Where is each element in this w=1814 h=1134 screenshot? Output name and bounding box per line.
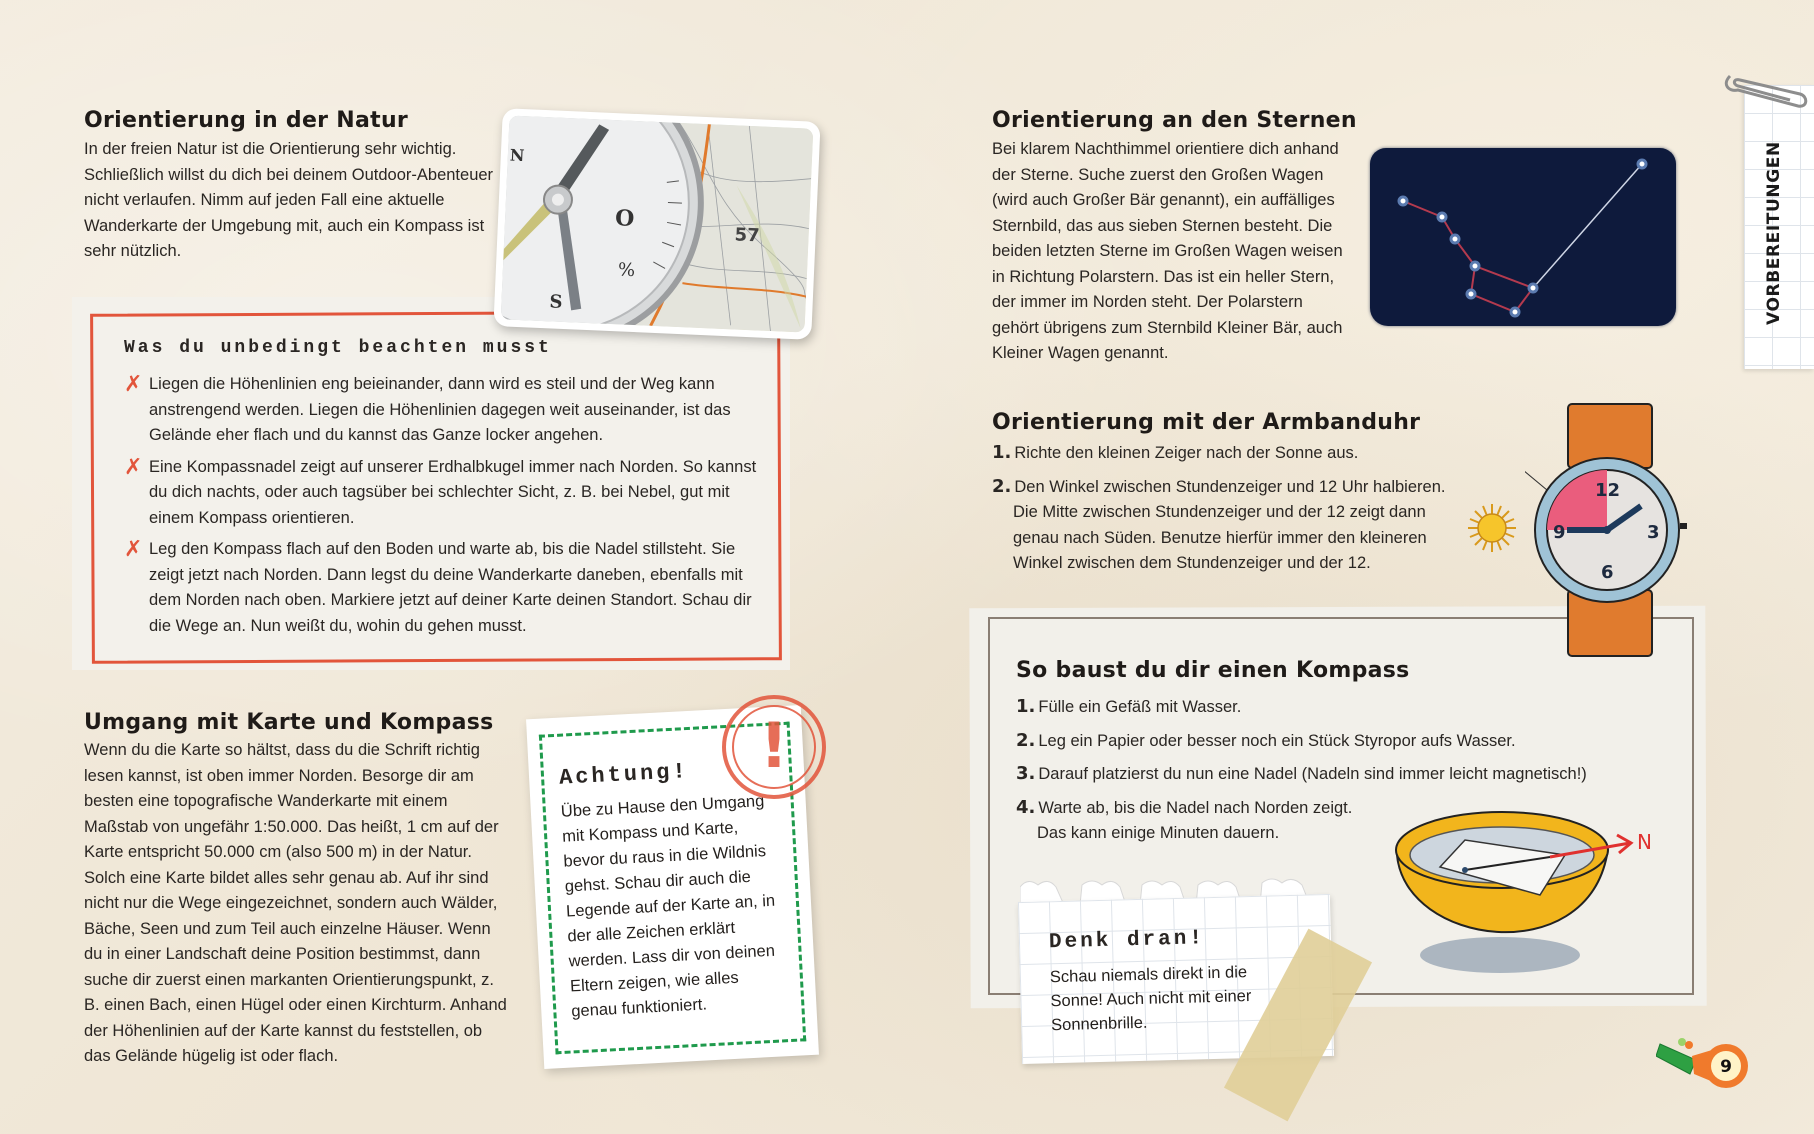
denk-dran-title: Denk dran! bbox=[1048, 927, 1206, 955]
info-item-text: Liegen die Höhenlinien eng beieinander, dann wird es steil und der Weg kann anstrengend werden. Liegen die Höhenlinien dagegen weit auseinander, ist das Gelände eher flach und du kannst das Ganze locker angehen. bbox=[149, 375, 731, 444]
heading-natur: Orientierung in der Natur bbox=[84, 108, 409, 133]
achtung-title: Achtung! bbox=[558, 759, 690, 791]
svg-text:N: N bbox=[509, 145, 525, 166]
info-item bbox=[124, 372, 764, 449]
info-title: Was du unbedingt beachten musst bbox=[124, 338, 552, 358]
chapter-tab-label: VORBEREITUNGEN bbox=[1764, 141, 1784, 325]
svg-text:12: 12 bbox=[1595, 480, 1621, 501]
watch-step: 1. Richte den kleinen Zeiger nach der Sonne aus. bbox=[992, 442, 1359, 463]
watch-step: 2. Den Winkel zwischen Stundenzeiger und 12 Uhr halbieren. Die Mitte zwischen Stundenzeiger und der 12 zeigt dann genau nach Süden. Benutze hierfür immer den kleineren Winkel zwischen dem Stundenzeiger und der 12. bbox=[992, 475, 1446, 572]
svg-text:6: 6 bbox=[1601, 562, 1614, 583]
info-item bbox=[124, 537, 764, 639]
build-step: 1. Fülle ein Gefäß mit Wasser. bbox=[1016, 696, 1242, 717]
page-number: 9 bbox=[1720, 1057, 1732, 1077]
compass-map-photo bbox=[493, 108, 820, 340]
sun-icon bbox=[1466, 502, 1518, 554]
flashlight-page-icon bbox=[1656, 1030, 1756, 1090]
text-umgang: Wenn du die Karte so hältst, dass du die Schrift richtig lesen kannst, ist oben immer Norden. Besorge dir am besten eine topografische Wanderkarte mit einem Maßstab von ungefähr 1:50.000. Das heißt, 1 cm auf der Karte entspricht 50.000 cm (also 500 m) in der Natur. Solch eine Karte bildet alles sehr genau ab. Auf ihr sind nicht nur die Wege eingezeichnet, sondern auch Wälder, Bäche, Seen und zum Teil auch einzelne Häuser. Wenn du in einer Landschaft deine Position bestimmst, dann suche dir zuerst einen markanten Orientierungspunkt, z. B. einen Bach, einen Hügel oder einen Kirchturm. Anhand der Höhenlinien auf der Karte kannst du feststellen, ob das Gelände hügelig ist oder flach. bbox=[84, 741, 507, 1065]
build-step: 4. Warte ab, bis die Nadel nach Norden zeigt. Das kann einige Minuten dauern. bbox=[1016, 796, 1353, 842]
exclamation-stamp-icon: ! bbox=[722, 695, 826, 799]
heading-umgang: Umgang mit Karte und Kompass bbox=[84, 710, 494, 735]
build-step: 2. Leg ein Papier oder besser noch ein Stück Styropor aufs Wasser. bbox=[1016, 729, 1516, 751]
svg-text:N: N bbox=[1637, 830, 1652, 854]
heading-sterne: Orientierung an den Sternen bbox=[992, 108, 1357, 133]
info-list bbox=[124, 372, 764, 645]
info-item-text: Eine Kompassnadel zeigt auf unserer Erdhalbkugel immer nach Norden. So kannst du dich nachts, oder auch tagsüber bei schlechter Sicht, z. B. bei Nebel, gut mit einem Kompass orientieren. bbox=[149, 457, 757, 527]
big-dipper-star-chart bbox=[1370, 148, 1676, 326]
compass-on-map-image bbox=[501, 115, 814, 332]
bowl-compass-illustration bbox=[1385, 795, 1675, 985]
heading-kompass-bauen: So baust du dir einen Kompass bbox=[1016, 658, 1410, 683]
x-mark-icon: ✗ bbox=[124, 372, 143, 397]
info-item bbox=[124, 455, 764, 532]
heading-armbanduhr: Orientierung mit der Armbanduhr bbox=[992, 410, 1421, 435]
text-sterne: Bei klarem Nachthimmel orientiere dich anhand der Sterne. Suche zuerst den Großen Wagen (wird auch Großer Bär genannt), ein auffälliges Sternbild, das aus sieben Sternen besteht. Die beiden letzten Sterne im Großen Wagen weisen in Richtung Polarstern. Das ist ein heller Stern, der immer im Norden steht. Der Polarstern gehört übrigens zum Sternbild Kleiner Bär, auch Kleiner Wagen genannt. bbox=[992, 140, 1343, 362]
build-step: 3. Darauf platzierst du nun eine Nadel (Nadeln sind immer leicht magnetisch!) bbox=[1016, 763, 1587, 784]
map-number-label: 57 bbox=[734, 224, 761, 247]
info-item-text: Leg den Kompass flach auf den Boden und warte ab, bis die Nadel stillsteht. Sie zeigt jetzt nach Norden. Dann legst du deine Wanderkarte daneben, ebenfalls mit dem Norden nach oben. Markiere jetzt auf deiner Karte deinen Standort. Schau dir die Wege an. Nun weißt du, wohin du gehen musst. bbox=[149, 540, 752, 635]
wristwatch-illustration bbox=[1525, 400, 1695, 660]
constellation-illustration bbox=[1370, 148, 1676, 326]
watch-steps bbox=[992, 440, 1462, 584]
svg-text:S: S bbox=[549, 291, 563, 313]
svg-text:O: O bbox=[614, 205, 635, 232]
denk-dran-text: Schau niemals direkt in die Sonne! Auch nicht mit einer Sonnenbrille. bbox=[1049, 963, 1252, 1035]
text-natur: In der freien Natur ist die Orientierung sehr wichtig. Schließlich willst du dich bei deinem Outdoor-Abenteuer nicht verlaufen. Nimm auf jeden Fall eine aktuelle Wanderkarte der Umgebung mit, auch ein Kompass ist sehr nützlich. bbox=[84, 140, 494, 260]
x-mark-icon: ✗ bbox=[124, 537, 143, 562]
chapter-tab bbox=[1744, 85, 1814, 369]
achtung-text: Übe zu Hause den Umgang mit Kompass und Karte, bevor du raus in die Wildnis gehst. Schau dir auch die Legende auf der Karte an, in der alle Zeichen erklärt werden. Lass dir von deinen Eltern zeigen, wie alles genau funktioniert. bbox=[560, 792, 776, 1021]
svg-text:%: % bbox=[617, 259, 636, 282]
x-mark-icon: ✗ bbox=[124, 454, 143, 480]
svg-text:3: 3 bbox=[1647, 522, 1660, 543]
svg-text:9: 9 bbox=[1553, 522, 1566, 543]
paperclip-icon bbox=[1720, 66, 1810, 126]
